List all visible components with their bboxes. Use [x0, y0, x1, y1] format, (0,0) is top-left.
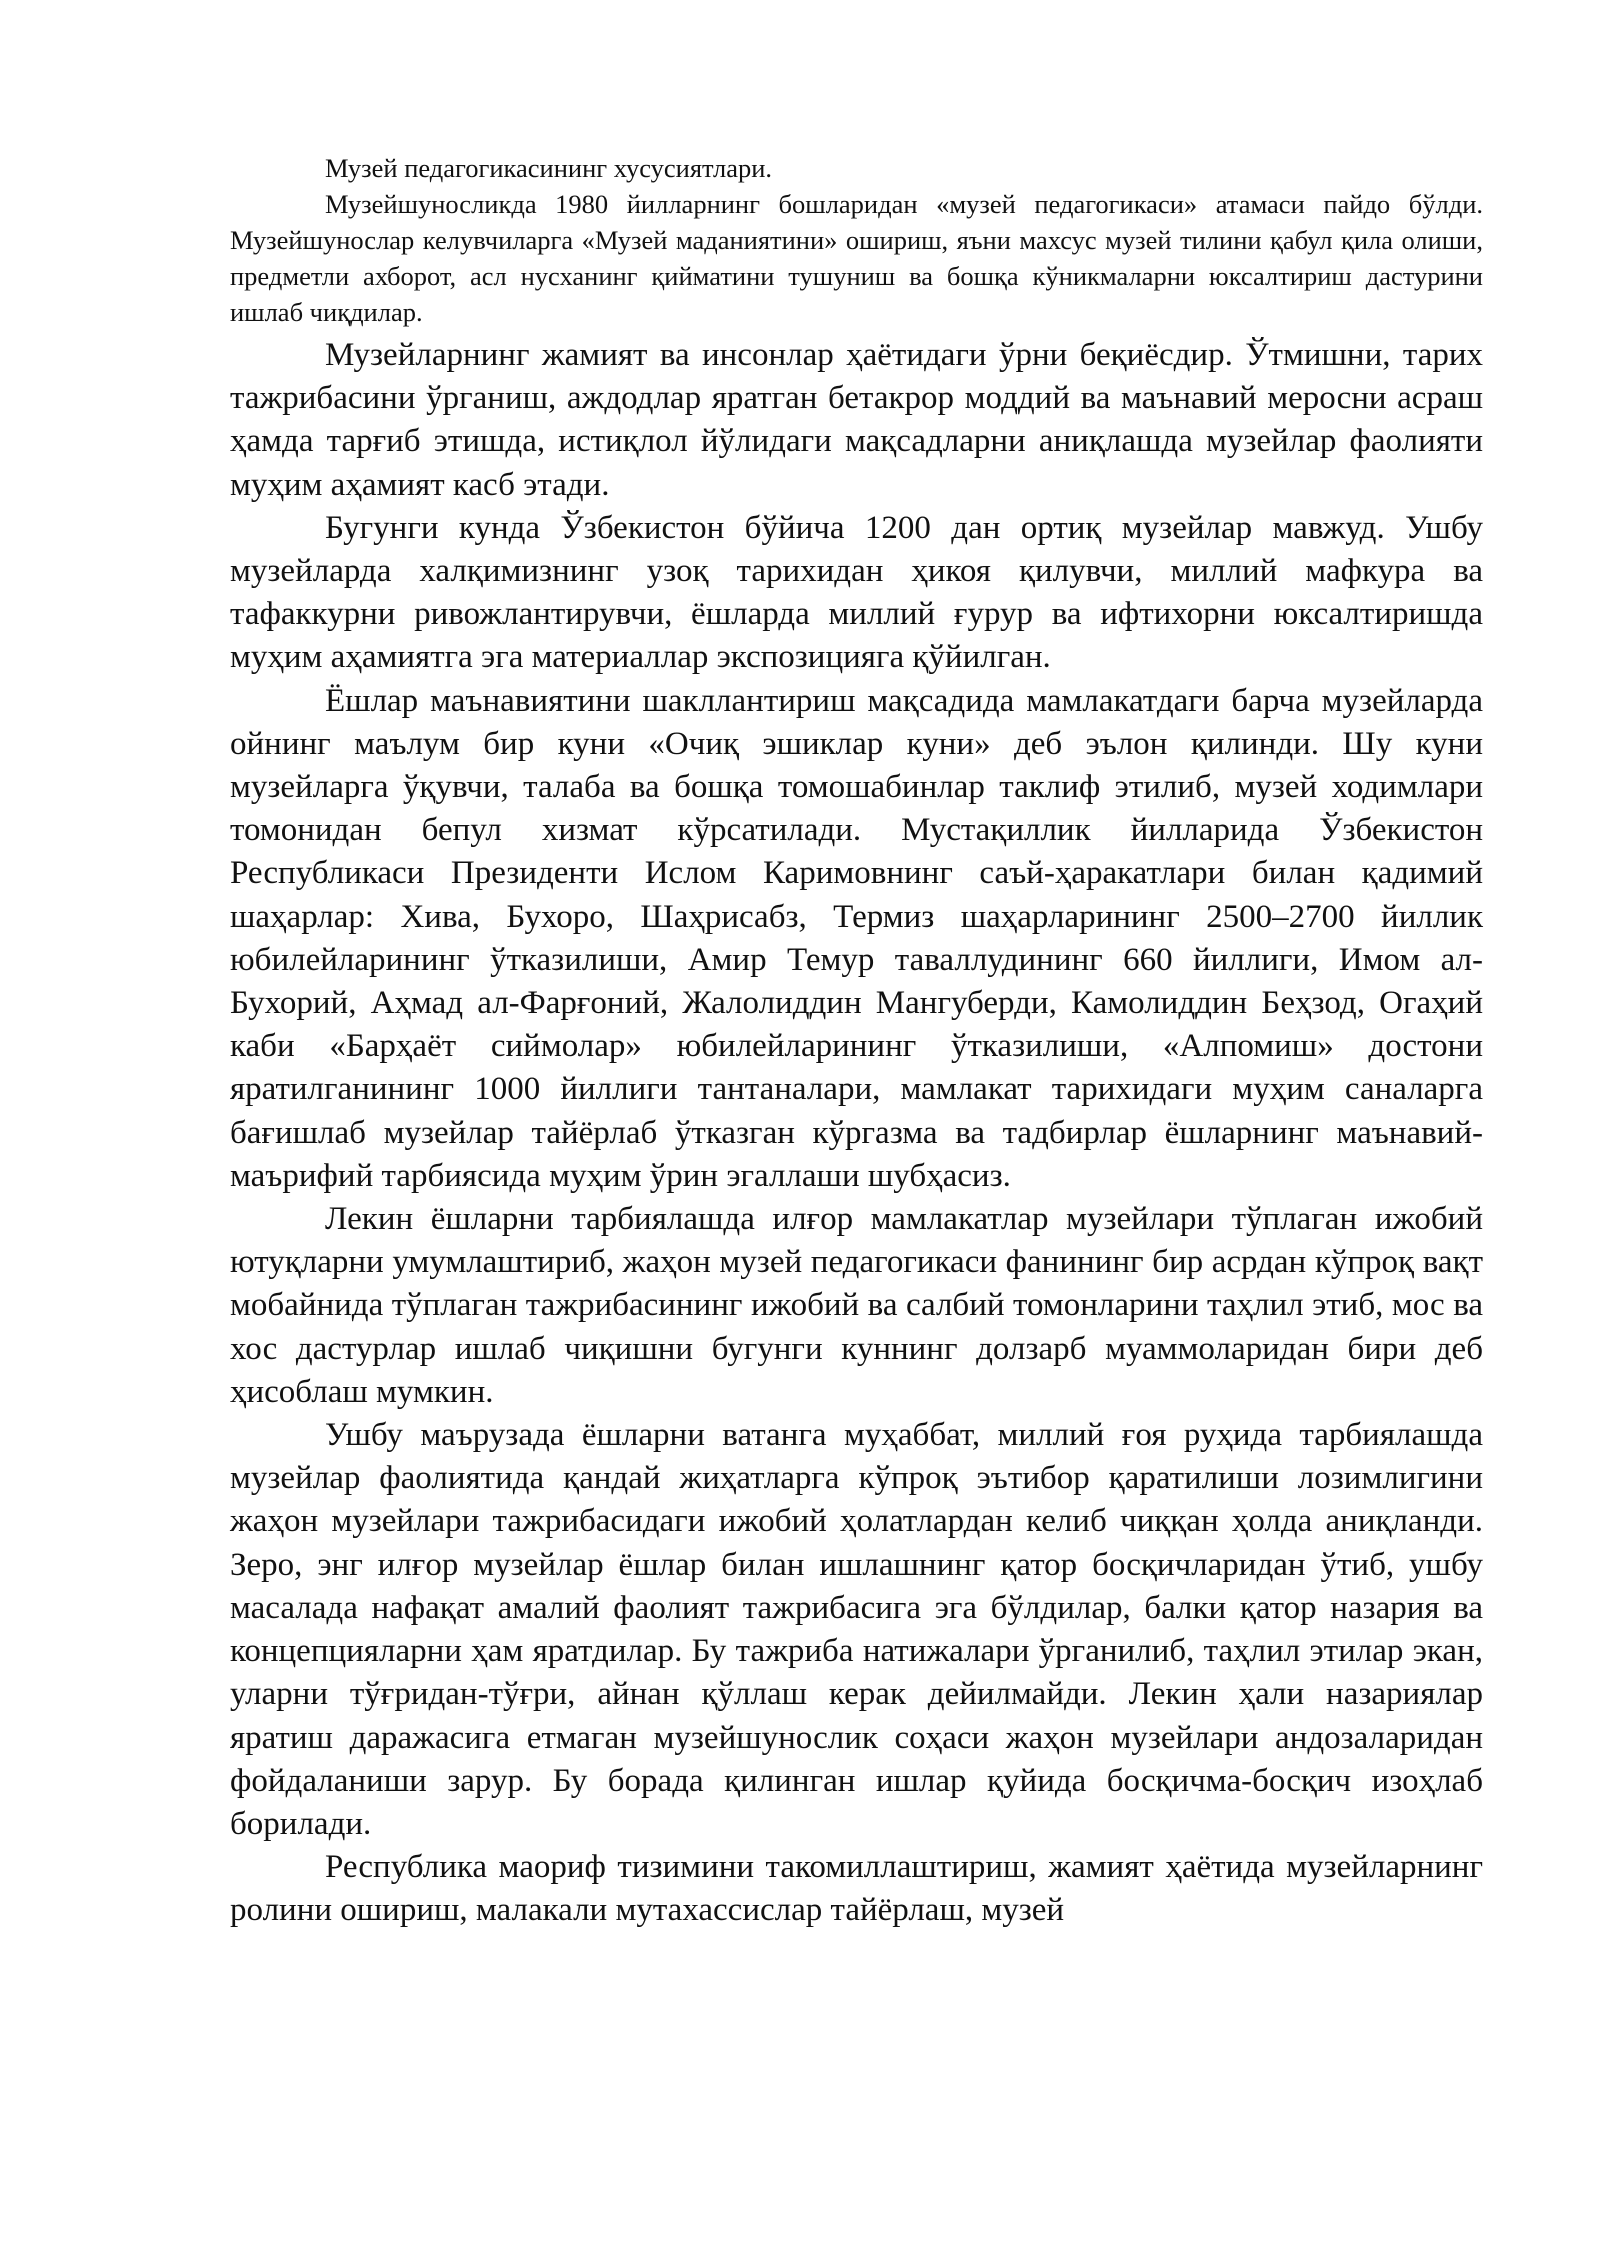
body-paragraph: Бугунги кунда Ўзбекистон бўйича 1200 дан ортиқ музейлар мавжуд. Ушбу музейларда халқимизнинг узоқ тарихидан ҳикоя қилувчи, миллий мафкура ва тафаккурни ривожлантирувчи, ёшларда миллий ғурур ва ифтихорни юксалтиришда муҳим аҳамиятга эга материаллар экспозицияга қўйилган.	[230, 509, 1483, 676]
body-paragraph: Музейларнинг жамият ва инсонлар ҳаётидаги ўрни беқиёсдир. Ўтмишни, тарих тажрибасини ўрганиш, аждодлар яратган бетакрор моддий ва маънавий меросни асраш ҳамда тарғиб этишда, истиқлол йўлидаги мақсадларни аниқлашда музейлар фаолияти муҳим аҳамият касб этади.	[230, 337, 1483, 503]
intro-paragraph: Музейшуносликда 1980 йилларнинг бошларидан «музей педагогикаси» атамаси пайдо бўлди. Музейшунослар келувчиларга «Музей маданиятини» ошириш, яъни махсус музей тилини қабул қила олиши, предметли ахборот, асл нусханинг қийматини тушуниш ва бошқа кўникмаларни юксалтириш дастурини ишлаб чиқдилар.	[230, 189, 1483, 327]
body-paragraph: Ёшлар маънавиятини шакллантириш мақсадида мамлакатдаги барча музейларда ойнинг маълум бир куни «Очиқ эшиклар куни» деб эълон қилинди. Шу куни музейларга ўқувчи, талаба ва бошқа томошабинлар таклиф этилиб, музей ходимлари томонидан бепул хизмат кўрсатилади. Мустақиллик йилларида Ўзбекистон Республикаси Президенти Ислом Каримовнинг саъй-ҳаракатлари билан қадимий шаҳарлар: Хива, Бухоро, Шаҳрисабз, Термиз шаҳарларининг 2500–2700 йиллик юбилейларининг ўтказилиши, Амир Темур таваллудининг 660 йиллиги, Имом ал-Бухорий, Аҳмад ал-Фарғоний, Жалолиддин Мангуберди, Камолиддин Беҳзод, Огаҳий каби «Барҳаёт сиймолар» юбилейларининг ўтказилиши, «Алпомиш» достони яратилганининг 1000 йиллиги тантаналари, мамлакат тарихидаги муҳим саналарга бағишлаб музейлар тайёрлаб ўтказган кўргазма ва тадбирлар ёшларнинг маънавий-маърифий тарбиясида муҳим ўрин эгаллаши шубҳасиз.	[230, 682, 1483, 1194]
body-paragraph: Ушбу маърузада ёшларни ватанга муҳаббат, миллий ғоя руҳида тарбиялашда музейлар фаолиятида қандай жиҳатларга кўпроқ эътибор қаратилиши лозимлигини жаҳон музейлари тажрибасидаги ижобий ҳолатлардан келиб чиққан ҳолда аниқланди. Зеро, энг илғор музейлар ёшлар билан ишлашнинг қатор босқичларидан ўтиб, ушбу масалада нафақат амалий фаолият тажрибасига эга бўлдилар, балки қатор назария ва концепцияларни ҳам яратдилар. Бу тажриба натижалари ўрганилиб, таҳлил этилар экан, уларни тўғридан-тўғри, айнан қўллаш керак дейилмайди. Лекин ҳали назариялар яратиш даражасига етмаган музейшунослик соҳаси жаҳон музейлари андозаларидан фойдаланиши зарур. Бу борада қилинган ишлар қуйида босқичма-босқич изоҳлаб борилади.	[230, 1417, 1483, 1842]
body-paragraph: Республика маориф тизимини такомиллаштириш, жамият ҳаётида музейларнинг ролини ошириш, малакали мутахассислар тайёрлаш, музей	[230, 1849, 1483, 1929]
body-paragraph: Лекин ёшларни тарбиялашда илғор мамлакатлар музейлари тўплаган ижобий ютуқларни умумлаштириб, жаҳон музей педагогикаси фанининг бир асрдан кўпроқ вақт мобайнида тўплаган тажрибасининг ижобий ва салбий томонларини таҳлил этиб, мос ва хос дастурлар ишлаб чиқишни бугунги куннинг долзарб муаммоларидан бири деб ҳисоблаш мумкин.	[230, 1201, 1483, 1410]
document-title: Музей педагогикасининг хусусиятлари.	[325, 153, 773, 183]
